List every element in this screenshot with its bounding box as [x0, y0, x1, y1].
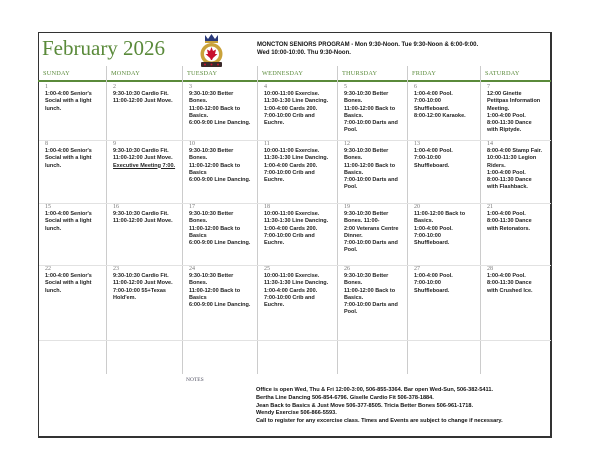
event-line: 2:00 Veterans Centre: [344, 225, 399, 232]
day-cell[interactable]: [487, 266, 559, 295]
weekday-header: SUNDAY: [43, 70, 70, 77]
program-line: Wed 10:00-10:00. Thu 9:30-Noon.: [257, 50, 351, 56]
event-line: 1:00-4:00 Cards 200.: [264, 105, 318, 112]
event-line: Bones.: [344, 280, 363, 287]
event-line: Bones. 11:00-: [344, 218, 380, 225]
event-line: 11:30-1:30 Line Dancing.: [264, 280, 329, 287]
event-line: 1:00-4:00 Cards 200.: [264, 287, 318, 294]
event-line: 7:00-10:00 Crib and: [264, 232, 315, 239]
event-line: Shuffleboard.: [414, 105, 450, 112]
event-line: 9:30-10:30 Better: [344, 273, 389, 279]
day-cell[interactable]: [45, 84, 117, 113]
day-number: 21: [487, 204, 493, 210]
event-line: Social with a light: [45, 98, 92, 105]
day-number: 3: [189, 84, 192, 90]
event-line: Euchre.: [264, 302, 285, 309]
day-cell[interactable]: [113, 204, 185, 226]
event-line: 1:00-4:00 Cards 200.: [264, 225, 318, 232]
day-number: 20: [414, 204, 420, 210]
event-line: Riders.: [487, 162, 506, 169]
event-line: 11:00-12:00 Back to: [344, 162, 396, 169]
event-line: with Flashback.: [487, 184, 528, 191]
event-line: 1:00-4:00 Senior's: [45, 148, 92, 154]
event-line: 1:00-4:00 Pool.: [487, 112, 526, 119]
notes-line: Jean Back to Basics & Just Move 506-377-8505. Tricia Better Bones 506-961-1718.: [256, 402, 474, 409]
event-line: 10:00-11:00 Exercise.: [264, 91, 320, 97]
event-line: Social with a light: [45, 280, 92, 287]
notes-line: Office is open Wed, Thu & Fri 12:00-3:00, 506-855-3364. Bar open Wed-Sun, 506-382-5411.: [256, 387, 493, 393]
weekday-header: THURSDAY: [342, 70, 378, 77]
event-line: 7:00-10:00: [414, 98, 441, 105]
day-number: 6: [414, 84, 417, 90]
event-line: 10:00-11:00 Exercise.: [264, 273, 320, 279]
notes-line: Bertha Line Dancing 506-854-6796. Giselle Cardio Fit 506-378-1884.: [256, 394, 434, 401]
event-line: 9:30-10:30 Better: [189, 148, 234, 154]
day-cell[interactable]: [344, 204, 416, 255]
event-line: Basics.: [414, 218, 434, 225]
event-line: 7:00-10:00 Crib and: [264, 112, 315, 119]
day-number: 26: [344, 266, 350, 272]
event-line: Pool.: [344, 127, 358, 134]
event-line: 11:30-1:30 Line Dancing.: [264, 218, 329, 225]
day-number: 18: [264, 204, 270, 210]
event-line: 8:00-11:30 Dance: [487, 177, 532, 184]
event-line: 7:00-10:00: [414, 280, 441, 287]
event-line: 6:00-9:00 Line Dancing.: [189, 120, 251, 127]
event-line: 1:00-4:00 Pool.: [414, 91, 453, 97]
event-line: 11:00-12:00 Just Move.: [113, 280, 173, 287]
event-line: Meeting.: [487, 105, 510, 112]
event-line: 11:00-12:00 Back to: [414, 211, 466, 217]
event-line: with Crushed Ice.: [487, 287, 533, 294]
day-number: 17: [189, 204, 195, 210]
event-line: Bones.: [344, 98, 363, 105]
weekday-header: MONDAY: [111, 70, 140, 77]
notes-line: Wendy Exercise 506-866-5593.: [256, 410, 337, 417]
event-line: 1:00-4:00 Pool.: [414, 148, 453, 154]
day-cell[interactable]: [487, 141, 559, 192]
day-cell[interactable]: [264, 141, 336, 184]
event-line: 7:00-10:00 Darts and: [344, 240, 398, 247]
day-number: 25: [264, 266, 270, 272]
day-number: 24: [189, 266, 195, 272]
column-divider: [337, 66, 338, 374]
day-number: 14: [487, 141, 493, 147]
day-number: 7: [487, 84, 490, 90]
event-line: Social with a light: [45, 218, 92, 225]
event-line: with Retonators.: [487, 225, 531, 232]
event-line: Basics: [189, 294, 207, 301]
event-line: Pool.: [344, 247, 358, 254]
event-line: 6:00-9:00 Line Dancing.: [189, 302, 251, 309]
day-cell[interactable]: [113, 141, 185, 170]
event-line: 11:00-12:00 Back to: [189, 162, 241, 169]
event-line: 8:00-11:30 Dance: [487, 280, 532, 287]
day-cell[interactable]: [264, 84, 336, 127]
event-line: 8:00-12:00 Karaoke.: [414, 112, 466, 119]
event-line: with Riptyde.: [487, 127, 522, 134]
header-divider: [38, 80, 551, 82]
event-line: 7:00-10:00: [414, 155, 441, 162]
event-line: 10:00-11:30 Legion: [487, 155, 537, 162]
notes-label: NOTES: [186, 377, 204, 383]
event-line: 11:00-12:00 Back to: [189, 225, 241, 232]
event-line: Pool.: [344, 184, 358, 191]
event-line: 8:00-11:30 Dance: [487, 218, 532, 225]
event-line: Euchre.: [264, 177, 285, 184]
day-cell[interactable]: [344, 141, 416, 192]
day-number: 11: [264, 141, 270, 147]
event-line: 8:00-11:30 Dance: [487, 120, 532, 127]
event-line: 9:30-10:30 Cardio Fit.: [113, 211, 169, 217]
day-cell[interactable]: [113, 84, 185, 106]
event-line: 9:30-10:30 Cardio Fit.: [113, 91, 169, 97]
event-line: 1:00-4:00 Pool.: [487, 211, 526, 217]
day-number: 12: [344, 141, 350, 147]
event-line: 7:00-10:00 Darts and: [344, 120, 398, 127]
weekday-header: SATURDAY: [485, 70, 520, 77]
event-line: 11:30-1:30 Line Dancing.: [264, 155, 329, 162]
event-line: Pool.: [344, 309, 358, 316]
day-number: 10: [189, 141, 195, 147]
event-line: 7:00-10:00 Crib and: [264, 169, 315, 176]
event-line: 1:00-4:00 Senior's: [45, 211, 92, 217]
row-divider: [39, 340, 551, 341]
event-line: 12:00 Ginette: [487, 91, 522, 97]
event-line: 1:00-4:00 Pool.: [414, 273, 453, 279]
event-line: Shuffleboard.: [414, 162, 450, 169]
event-line: Bones.: [344, 155, 363, 162]
event-line: 7:00-10:00 55+Texas: [113, 287, 166, 294]
event-line: 1:00-4:00 Senior's: [45, 91, 92, 97]
event-line: 9:30-10:30 Better: [344, 148, 389, 154]
day-number: 2: [113, 84, 116, 90]
event-line: 1:00-4:00 Pool.: [487, 273, 526, 279]
day-number: 5: [344, 84, 347, 90]
day-cell[interactable]: [113, 266, 185, 302]
event-line: lunch.: [45, 162, 62, 169]
weekday-header: WEDNESDAY: [262, 70, 304, 77]
day-cell[interactable]: [45, 141, 117, 170]
event-line: Basics: [189, 169, 207, 176]
event-line: 11:30-1:30 Line Dancing.: [264, 98, 329, 105]
event-line: 11:00-12:00 Back to: [189, 287, 241, 294]
event-line: 11:00-12:00 Back to: [344, 105, 396, 112]
event-line: 6:00-9:00 Line Dancing.: [189, 240, 251, 247]
day-cell[interactable]: [189, 141, 261, 184]
event-line: 11:00-12:00 Back to: [189, 105, 241, 112]
event-line: 11:00-12:00 Just Move.: [113, 218, 173, 225]
day-cell[interactable]: [264, 204, 336, 247]
notes-text: [256, 387, 503, 426]
event-line: Executive Meeting 7:00.: [113, 162, 176, 169]
day-number: 9: [113, 141, 116, 147]
event-line: 7:00-10:00 Darts and: [344, 302, 398, 309]
program-line: MONCTON SENIORS PROGRAM - Mon 9:30-Noon. Tue 9:30-Noon & 6:00-9:00.: [257, 42, 479, 48]
event-line: 1:00-4:00 Senior's: [45, 273, 92, 279]
event-line: lunch.: [45, 287, 62, 294]
day-cell[interactable]: [487, 204, 559, 233]
day-cell[interactable]: [414, 204, 486, 247]
event-line: Basics.: [189, 112, 209, 119]
day-number: 4: [264, 84, 267, 90]
day-cell[interactable]: [45, 266, 117, 295]
day-cell[interactable]: [45, 204, 117, 233]
event-line: Euchre.: [264, 240, 285, 247]
event-line: lunch.: [45, 225, 62, 232]
event-line: Euchre.: [264, 120, 285, 127]
day-cell[interactable]: [189, 84, 261, 127]
event-line: 8:00-4:00 Stamp Fair.: [487, 148, 543, 154]
day-cell[interactable]: [189, 204, 261, 247]
day-number: 19: [344, 204, 350, 210]
day-cell[interactable]: [414, 84, 486, 120]
event-line: Bones.: [189, 98, 208, 105]
event-line: Shuffleboard.: [414, 287, 450, 294]
day-number: 16: [113, 204, 119, 210]
day-number: 1: [45, 84, 48, 90]
day-number: 23: [113, 266, 119, 272]
legion-logo-icon: [196, 33, 227, 69]
day-cell[interactable]: [344, 84, 416, 135]
event-line: Hold'em.: [113, 294, 137, 301]
weekday-header: FRIDAY: [412, 70, 437, 77]
event-line: 7:00-10:00: [414, 232, 441, 239]
event-line: 9:30-10:30 Better: [344, 211, 389, 217]
event-line: Bones.: [189, 218, 208, 225]
event-line: 7:00-10:00 Crib and: [264, 294, 315, 301]
event-line: 11:00-12:00 Just Move.: [113, 155, 173, 162]
event-line: 1:00-4:00 Pool.: [414, 225, 453, 232]
event-line: 9:30-10:30 Better: [344, 91, 389, 97]
day-number: 15: [45, 204, 51, 210]
event-line: Basics.: [344, 294, 364, 301]
notes-line: Call to register for any excercise class. Times and Events are subject to change if necessary.: [256, 418, 503, 425]
day-cell[interactable]: [264, 266, 336, 309]
day-number: 27: [414, 266, 420, 272]
event-line: 11:00-12:00 Just Move.: [113, 98, 173, 105]
program-header: [257, 41, 547, 57]
event-line: 10:00-11:00 Exercise.: [264, 211, 320, 217]
event-line: 11:00-12:00 Back to: [344, 287, 396, 294]
event-line: 1:00-4:00 Pool.: [487, 169, 526, 176]
page-title: February 2026: [42, 36, 166, 60]
event-line: Social with a light: [45, 155, 92, 162]
event-line: 9:30-10:30 Better: [189, 273, 234, 279]
day-cell[interactable]: [414, 266, 486, 295]
day-cell[interactable]: [189, 266, 261, 309]
event-line: Basics.: [344, 112, 364, 119]
day-number: 13: [414, 141, 420, 147]
day-number: 28: [487, 266, 493, 272]
day-number: 8: [45, 141, 48, 147]
day-cell[interactable]: [414, 141, 486, 170]
event-line: Shuffleboard.: [414, 240, 450, 247]
event-line: 9:30-10:30 Better: [189, 211, 234, 217]
event-line: Bones.: [189, 280, 208, 287]
weekday-header: TUESDAY: [187, 70, 218, 77]
day-number: 22: [45, 266, 51, 272]
day-cell[interactable]: [344, 266, 416, 317]
event-line: Bones.: [189, 155, 208, 162]
day-cell[interactable]: [487, 84, 559, 135]
event-line: 7:00-10:00 Darts and: [344, 177, 398, 184]
event-line: 9:30-10:30 Cardio Fit.: [113, 148, 169, 154]
event-line: Petitpas Information: [487, 98, 541, 105]
event-line: Basics: [189, 232, 207, 239]
event-line: Dinner.: [344, 232, 363, 239]
event-line: 9:30-10:30 Cardio Fit.: [113, 273, 169, 279]
event-line: Basics.: [344, 169, 364, 176]
event-line: 10:00-11:00 Exercise.: [264, 148, 320, 154]
event-line: 9:30-10:30 Better: [189, 91, 234, 97]
event-line: 1:00-4:00 Cards 200.: [264, 162, 318, 169]
event-line: lunch.: [45, 105, 62, 112]
event-line: 6:00-9:00 Line Dancing.: [189, 177, 251, 184]
